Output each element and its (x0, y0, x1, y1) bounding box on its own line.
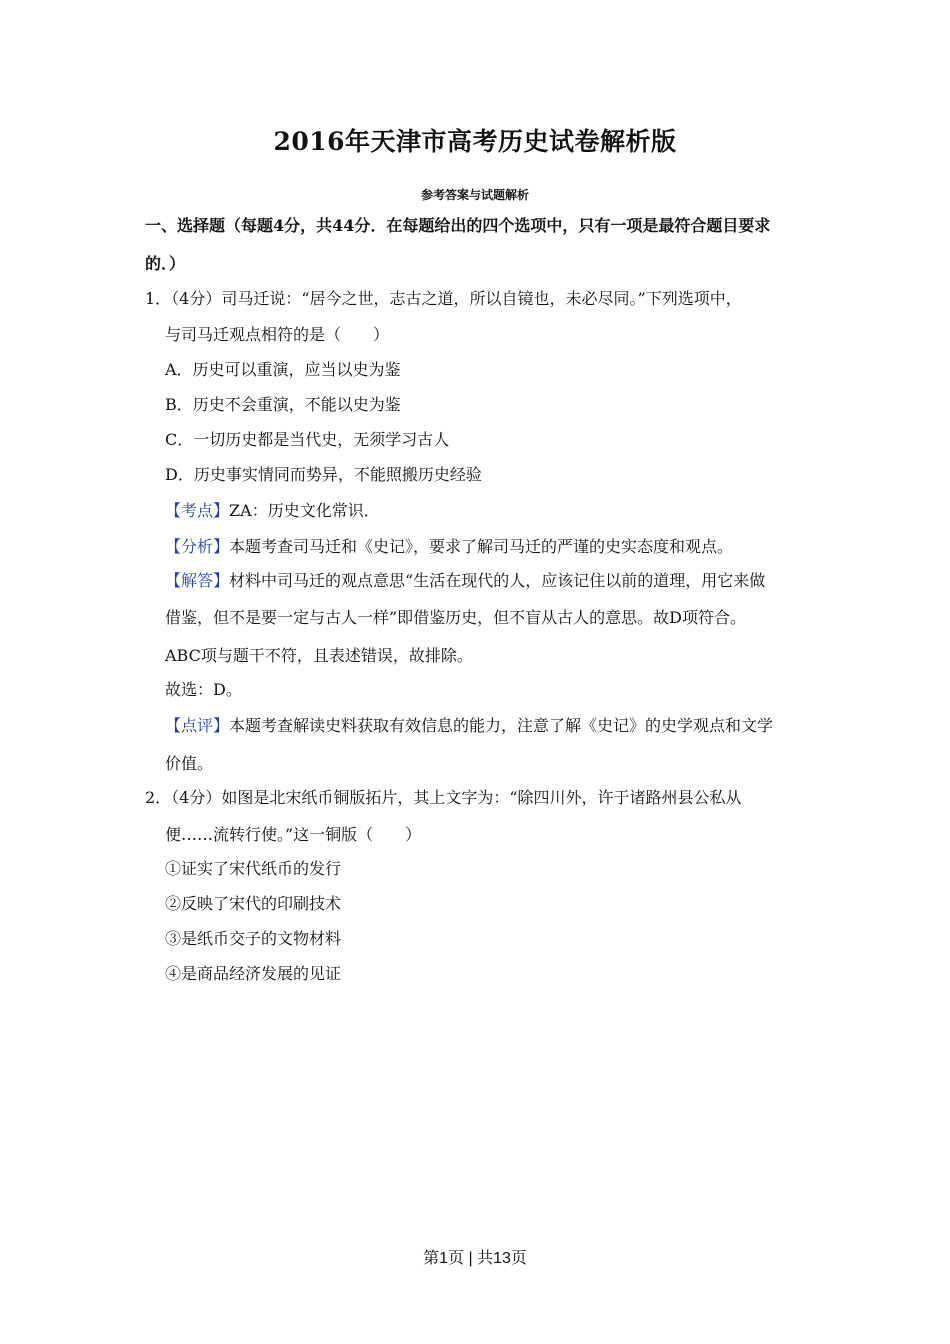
q2-item-3: ③是纸币交子的文物材料 (165, 929, 342, 948)
q1-kaodian (165, 501, 380, 521)
jieda-text1: 材料中司马迁的观点意思“生活在现代的人，应该记住以前的道理，用它来做 (229, 571, 766, 590)
q1-answer: 故选：D。 (165, 680, 242, 699)
page-footer: 第1页 | 共13页 (423, 1250, 527, 1267)
dianping-text1: 本题考查解读史料获取有效信息的能力，注意了解《史记》的史学观点和文学 (229, 716, 774, 735)
kaodian-text: ZA：历史文化常识． (229, 501, 380, 520)
q1-stem-line2: 与司马迁观点相符的是（ ） (165, 325, 390, 344)
q2-stem-line2: 便……流转行使。”这一铜版（ ） (165, 825, 422, 844)
q1-option-d: D．历史事实情同而势异，不能照搬历史经验 (165, 465, 482, 484)
q1-option-c: C．一切历史都是当代史，无须学习古人 (165, 430, 450, 449)
q1-jieda-line2: 借鉴，但不是要一定与古人一样”即借鉴历史，但不盲从古人的意思。故D项符合。 (165, 608, 747, 627)
q1-jieda-line3: ABC项与题干不符，且表述错误，故排除。 (165, 646, 473, 665)
q1-dianping-line2: 价值。 (165, 754, 214, 773)
q2-item-2: ②反映了宋代的印刷技术 (165, 894, 342, 913)
fenxi-tag: 【分析】 (165, 537, 230, 556)
q1-option-a: A．历史可以重演，应当以史为鉴 (165, 360, 401, 379)
kaodian-tag: 【考点】 (165, 501, 230, 520)
page-title: 2016年天津市高考历史试卷解析版 (273, 127, 677, 156)
page-subtitle: 参考答案与试题解析 (420, 188, 529, 202)
q1-dianping-line1 (165, 716, 773, 736)
q2-item-1: ①证实了宋代纸币的发行 (165, 859, 342, 878)
fenxi-text: 本题考查司马迁和《史记》，要求了解司马迁的严谨的史实态度和观点。 (229, 537, 734, 556)
jieda-tag: 【解答】 (165, 571, 230, 590)
q1-fenxi (165, 537, 733, 557)
q1-option-b: B．历史不会重演，不能以史为鉴 (165, 395, 401, 414)
section-heading-line2: 的．） (145, 254, 186, 273)
q2-item-4: ④是商品经济发展的见证 (165, 964, 342, 983)
dianping-tag: 【点评】 (165, 716, 230, 735)
q2-stem-line1: 2．（4分）如图是北宋纸币铜版拓片，其上文字为：“除四川外，许于诸路州县公私从 (145, 788, 742, 807)
section-heading-line1: 一、选择题（每题4分，共44分．在每题给出的四个选项中，只有一项是最符合题目要求 (145, 216, 771, 235)
q1-jieda-line1 (165, 571, 765, 591)
q1-stem-line1: 1．（4分）司马迁说：“居今之世，志古之道，所以自镜也，未必尽同。”下列选项中， (145, 289, 742, 308)
